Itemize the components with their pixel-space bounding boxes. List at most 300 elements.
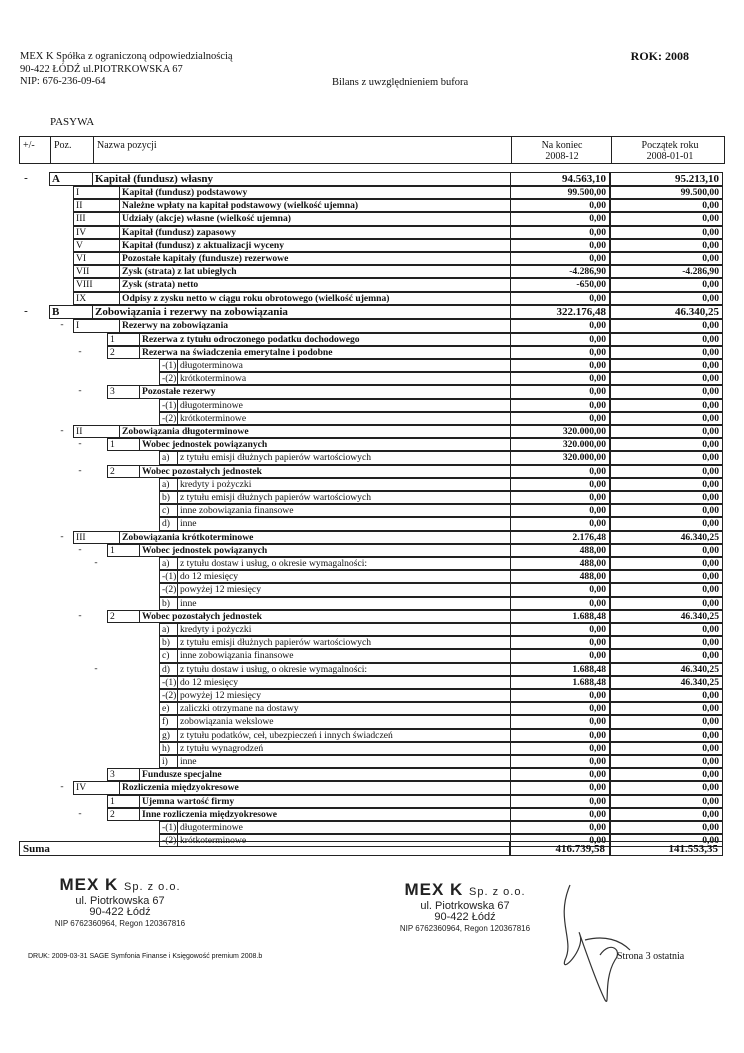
row-start-value: 0,00 (610, 808, 723, 821)
row-end-value: 0,00 (510, 359, 610, 372)
row-name: Fundusze specjalne (139, 768, 510, 781)
row-end-value: 0,00 (510, 292, 610, 305)
table-row (19, 583, 723, 596)
row-start-value: 0,00 (610, 319, 723, 332)
table-row (19, 517, 723, 530)
row-name: kredyty i pożyczki (177, 623, 510, 636)
row-name: Kapitał (fundusz) własny (92, 172, 510, 186)
row-end-value: 1.688,48 (510, 610, 610, 623)
row-name: kredyty i pożyczki (177, 478, 510, 491)
row-sign (89, 636, 103, 649)
row-start-value: 0,00 (610, 583, 723, 596)
table-row (19, 795, 723, 808)
row-name: Zobowiązania krótkoterminowe (119, 531, 510, 544)
table-row (19, 346, 723, 359)
row-name: Ujemna wartość firmy (139, 795, 510, 808)
row-sign (73, 795, 87, 808)
row-position: 2 (107, 610, 139, 623)
row-start-value: 0,00 (610, 491, 723, 504)
row-start-value: 0,00 (610, 729, 723, 742)
row-name: krótkoterminowa (177, 372, 510, 385)
row-start-value: 0,00 (610, 742, 723, 755)
row-end-value: 0,00 (510, 399, 610, 412)
row-name: inne (177, 517, 510, 530)
row-position: i) (159, 755, 177, 768)
row-sign (89, 689, 103, 702)
row-position: a) (159, 623, 177, 636)
header-poz: Poz. (54, 140, 72, 151)
table-row (19, 491, 723, 504)
row-name: długoterminowe (177, 821, 510, 834)
row-sign (89, 478, 103, 491)
table-row (19, 597, 723, 610)
table-row (19, 768, 723, 781)
row-position: I (73, 186, 119, 199)
row-position: A (49, 172, 92, 186)
header-start-date: 2008-01-01 (646, 151, 694, 162)
row-sign: - (78, 345, 82, 357)
row-sign (55, 292, 69, 305)
row-sign (55, 226, 69, 239)
row-start-value: 0,00 (610, 451, 723, 464)
row-start-value: 0,00 (610, 544, 723, 557)
row-sign (89, 715, 103, 728)
table-row (19, 438, 723, 451)
row-name: Rezerwa na świadczenia emerytalne i podobne (139, 346, 510, 359)
row-end-value: 488,00 (510, 570, 610, 583)
row-position: c) (159, 504, 177, 517)
table-row (19, 742, 723, 755)
row-position: b) (159, 491, 177, 504)
row-name: Odpisy z zysku netto w ciągu roku obrotowego (wielkość ujemna) (119, 292, 510, 305)
row-end-value: 0,00 (510, 742, 610, 755)
row-start-value: 95.213,10 (610, 172, 723, 186)
row-start-value: 0,00 (610, 702, 723, 715)
row-end-value: 0,00 (510, 226, 610, 239)
row-name: inne zobowiązania finansowe (177, 504, 510, 517)
stamp-city: 90-422 Łódź (434, 911, 496, 923)
table-row (19, 252, 723, 265)
table-row (19, 781, 723, 794)
row-end-value: 0,00 (510, 372, 610, 385)
header-name: Nazwa pozycji (97, 140, 157, 151)
report-title: Bilans z uwzględnieniem bufora (332, 77, 469, 88)
row-start-value: 0,00 (610, 795, 723, 808)
row-name: Udziały (akcje) własne (wielkość ujemna) (119, 212, 510, 225)
stamp-street: ul. Piotrkowska 67 (420, 900, 510, 912)
row-start-value: 0,00 (610, 425, 723, 438)
table-row (19, 755, 723, 768)
row-start-value: 0,00 (610, 597, 723, 610)
row-sign (55, 239, 69, 252)
row-end-value: 322.176,48 (510, 305, 610, 319)
row-start-value: 46.340,25 (610, 610, 723, 623)
row-position: VIII (73, 278, 119, 291)
row-start-value: 46.340,25 (610, 676, 723, 689)
table-row (19, 729, 723, 742)
row-name: do 12 miesięcy (177, 676, 510, 689)
row-name: z tytułu emisji dłużnych papierów wartościowych (177, 451, 510, 464)
table-row (19, 663, 723, 676)
row-position: -(1) (159, 359, 177, 372)
row-position: -(2) (159, 372, 177, 385)
table-row (19, 610, 723, 623)
row-start-value: 0,00 (610, 570, 723, 583)
table-row (19, 636, 723, 649)
table-row (19, 676, 723, 689)
row-end-value: 0,00 (510, 755, 610, 768)
row-name: Kapitał (fundusz) podstawowy (119, 186, 510, 199)
row-end-value: 0,00 (510, 412, 610, 425)
row-position: 3 (107, 768, 139, 781)
total-label: Suma (19, 841, 510, 856)
row-end-value: 99.500,00 (510, 186, 610, 199)
row-sign (55, 265, 69, 278)
table-row (19, 478, 723, 491)
row-name: Pozostałe rezerwy (139, 385, 510, 398)
row-end-value: 0,00 (510, 346, 610, 359)
row-name: Rezerwy na zobowiązania (119, 319, 510, 332)
table-row (19, 504, 723, 517)
total-end: 416.739,58 (510, 841, 610, 856)
row-name: Wobec pozostałych jednostek (139, 465, 510, 478)
row-position: -(2) (159, 412, 177, 425)
row-end-value: 0,00 (510, 768, 610, 781)
total-row (19, 841, 723, 856)
row-position: d) (159, 663, 177, 676)
stamp-name: MEX K Sp. z o.o. (404, 880, 526, 899)
row-name: Rezerwa z tytułu odroczonego podatku dochodowego (139, 333, 510, 346)
row-name: Inne rozliczenia międzyokresowe (139, 808, 510, 821)
row-sign: - (60, 319, 64, 331)
row-sign (89, 742, 103, 755)
row-sign (89, 451, 103, 464)
table-row (19, 186, 723, 199)
row-start-value: 0,00 (610, 385, 723, 398)
row-name: Należne wpłaty na kapitał podstawowy (wielkość ujemna) (119, 199, 510, 212)
row-name: Zysk (strata) netto (119, 278, 510, 291)
row-sign (89, 623, 103, 636)
row-position: a) (159, 557, 177, 570)
row-name: z tytułu emisji dłużnych papierów wartościowych (177, 636, 510, 649)
row-position: 3 (107, 385, 139, 398)
row-sign: - (78, 609, 82, 621)
table-header (19, 136, 725, 164)
row-position: -(1) (159, 570, 177, 583)
row-name: z tytułu emisji dłużnych papierów wartościowych (177, 491, 510, 504)
row-position: 2 (107, 465, 139, 478)
row-position: III (73, 212, 119, 225)
row-sign (55, 199, 69, 212)
table-row (19, 199, 723, 212)
year-label: ROK: 2008 (630, 49, 689, 63)
row-sign: - (78, 464, 82, 476)
print-footer: DRUK: 2009-03-31 SAGE Symfonia Finanse i Księgowość premium 2008.b (28, 953, 263, 960)
row-sign (89, 729, 103, 742)
row-start-value: 46.340,25 (610, 663, 723, 676)
table-row (19, 821, 723, 834)
row-name: zaliczki otrzymane na dostawy (177, 702, 510, 715)
table-row (19, 465, 723, 478)
row-name: Wobec pozostałych jednostek (139, 610, 510, 623)
row-position: II (73, 425, 119, 438)
row-end-value: -4.286,90 (510, 265, 610, 278)
section-title: PASYWA (50, 116, 95, 128)
row-end-value: 0,00 (510, 504, 610, 517)
row-end-value: 320.000,00 (510, 451, 610, 464)
row-end-value: 0,00 (510, 333, 610, 346)
table-row (19, 544, 723, 557)
row-start-value: 0,00 (610, 781, 723, 794)
row-start-value: 0,00 (610, 465, 723, 478)
row-start-value: 0,00 (610, 517, 723, 530)
row-start-value: 0,00 (610, 438, 723, 451)
row-end-value: -650,00 (510, 278, 610, 291)
row-end-value: 94.563,10 (510, 172, 610, 186)
row-sign: - (78, 385, 82, 397)
table-row (19, 451, 723, 464)
row-end-value: 0,00 (510, 385, 610, 398)
table-row (19, 305, 723, 319)
table-row (19, 570, 723, 583)
row-end-value: 488,00 (510, 544, 610, 557)
page-number: Strona 3 ostatnia (617, 951, 685, 962)
row-sign (73, 768, 87, 781)
row-position: a) (159, 451, 177, 464)
table-row (19, 265, 723, 278)
row-sign (89, 676, 103, 689)
row-name: Zobowiązania długoterminowe (119, 425, 510, 438)
table-row (19, 385, 723, 398)
row-start-value: 0,00 (610, 689, 723, 702)
row-end-value: 0,00 (510, 834, 610, 847)
row-name: z tytułu dostaw i usług, o okresie wymagalności: (177, 663, 510, 676)
row-end-value: 0,00 (510, 491, 610, 504)
row-name: Wobec jednostek powiązanych (139, 544, 510, 557)
row-end-value: 0,00 (510, 465, 610, 478)
row-sign (89, 821, 103, 834)
row-name: z tytułu podatków, ceł, ubezpieczeń i innych świadczeń (177, 729, 510, 742)
row-start-value: 99.500,00 (610, 186, 723, 199)
row-position: I (73, 319, 119, 332)
row-position: B (49, 305, 92, 319)
row-sign (89, 649, 103, 662)
row-start-value: 0,00 (610, 649, 723, 662)
row-sign (89, 702, 103, 715)
row-start-value: 0,00 (610, 226, 723, 239)
row-end-value: 0,00 (510, 199, 610, 212)
row-position: II (73, 199, 119, 212)
table-row (19, 649, 723, 662)
row-start-value: 0,00 (610, 755, 723, 768)
row-position: 2 (107, 808, 139, 821)
row-position: -(2) (159, 583, 177, 596)
row-sign (89, 583, 103, 596)
row-sign (55, 252, 69, 265)
signature (545, 880, 640, 1010)
row-position: c) (159, 649, 177, 662)
table-row (19, 319, 723, 332)
row-start-value: -4.286,90 (610, 265, 723, 278)
row-position: e) (159, 702, 177, 715)
row-name: krótkoterminowe (177, 412, 510, 425)
row-start-value: 0,00 (610, 333, 723, 346)
stamp-ids: NIP 6762360964, Regon 120367816 (399, 924, 531, 933)
row-position: a) (159, 478, 177, 491)
row-name: zobowiązania wekslowe (177, 715, 510, 728)
table-row (19, 425, 723, 438)
header-start-label: Początek roku (641, 140, 699, 151)
row-start-value: 0,00 (610, 412, 723, 425)
row-sign (73, 333, 87, 346)
row-sign: - (60, 425, 64, 436)
row-end-value: 0,00 (510, 239, 610, 252)
row-position: -(1) (159, 821, 177, 834)
row-end-value: 0,00 (510, 649, 610, 662)
row-sign (89, 517, 103, 530)
row-start-value: 0,00 (610, 212, 723, 225)
row-end-value: 0,00 (510, 702, 610, 715)
row-position: -(1) (159, 399, 177, 412)
row-start-value: 0,00 (610, 292, 723, 305)
row-position: IV (73, 226, 119, 239)
row-position: 2 (107, 346, 139, 359)
row-start-value: 0,00 (610, 821, 723, 834)
row-sign (89, 491, 103, 504)
row-position: 1 (107, 333, 139, 346)
row-end-value: 0,00 (510, 583, 610, 596)
table-row (19, 702, 723, 715)
row-sign: - (24, 172, 28, 184)
row-start-value: 0,00 (610, 252, 723, 265)
row-sign (89, 597, 103, 610)
row-start-value: 0,00 (610, 346, 723, 359)
row-end-value: 0,00 (510, 212, 610, 225)
row-position: 1 (107, 795, 139, 808)
row-name: powyżej 12 miesięcy (177, 583, 510, 596)
row-end-value: 2.176,48 (510, 531, 610, 544)
row-start-value: 0,00 (610, 834, 723, 847)
row-start-value: 0,00 (610, 636, 723, 649)
stamp-name: MEX K Sp. z o.o. (59, 875, 181, 894)
row-name: długoterminowe (177, 399, 510, 412)
row-end-value: 0,00 (510, 689, 610, 702)
row-name: z tytułu dostaw i usług, o okresie wymagalności: (177, 557, 510, 570)
row-end-value: 0,00 (510, 623, 610, 636)
row-position: b) (159, 597, 177, 610)
row-start-value: 0,00 (610, 239, 723, 252)
company-info (20, 51, 233, 89)
row-position: V (73, 239, 119, 252)
row-end-value: 488,00 (510, 557, 610, 570)
row-start-value: 0,00 (610, 372, 723, 385)
header-start (630, 140, 710, 162)
row-position: -(2) (159, 689, 177, 702)
row-start-value: 0,00 (610, 557, 723, 570)
table-row (19, 226, 723, 239)
row-end-value: 0,00 (510, 319, 610, 332)
row-position: 1 (107, 544, 139, 557)
stamp-city: 90-422 Łódź (89, 906, 151, 918)
row-sign: - (94, 557, 98, 568)
table-row (19, 359, 723, 372)
row-end-value: 0,00 (510, 478, 610, 491)
company-nip: NIP: 676-236-09-64 (20, 76, 106, 87)
table-row (19, 412, 723, 425)
row-name: inne (177, 755, 510, 768)
header-end-label: Na koniec (541, 140, 583, 151)
row-name: z tytułu wynagrodzeń (177, 742, 510, 755)
total-start: 141.553,35 (610, 841, 723, 856)
row-end-value: 0,00 (510, 517, 610, 530)
row-sign: - (94, 662, 98, 674)
row-position: f) (159, 715, 177, 728)
table-row (19, 278, 723, 291)
row-sign (89, 755, 103, 768)
row-end-value: 0,00 (510, 729, 610, 742)
row-sign (89, 372, 103, 385)
row-position: IX (73, 292, 119, 305)
row-sign (89, 570, 103, 583)
row-end-value: 0,00 (510, 795, 610, 808)
company-address: 90-422 ŁÓDŹ ul.PIOTRKOWSKA 67 (20, 63, 183, 75)
table-row (19, 292, 723, 305)
header-end (522, 140, 602, 162)
row-sign: - (78, 543, 82, 555)
table-row (19, 172, 723, 186)
row-position: d) (159, 517, 177, 530)
row-name: Wobec jednostek powiązanych (139, 438, 510, 451)
row-end-value: 1.688,48 (510, 663, 610, 676)
row-name: Rozliczenia międzyokresowe (119, 781, 510, 794)
row-sign: - (78, 807, 82, 819)
row-sign (55, 186, 69, 199)
table-row (19, 239, 723, 252)
row-end-value: 320.000,00 (510, 438, 610, 451)
row-name: inne (177, 597, 510, 610)
row-name: inne zobowiązania finansowe (177, 649, 510, 662)
table-row (19, 557, 723, 570)
row-end-value: 0,00 (510, 252, 610, 265)
row-sign (89, 359, 103, 372)
row-name: do 12 miesięcy (177, 570, 510, 583)
table-row (19, 808, 723, 821)
row-sign: - (60, 781, 64, 793)
row-name: krótkoterminowe (177, 834, 510, 847)
row-sign (89, 504, 103, 517)
row-name: Pozostałe kapitały (fundusze) rezerwowe (119, 252, 510, 265)
table-row (19, 212, 723, 225)
row-end-value: 320.000,00 (510, 425, 610, 438)
row-position: -(2) (159, 834, 177, 847)
row-name: Zysk (strata) z lat ubiegłych (119, 265, 510, 278)
row-name: powyżej 12 miesięcy (177, 689, 510, 702)
company-stamp-left (50, 876, 190, 929)
header-end-date: 2008-12 (545, 151, 579, 162)
row-end-value: 0,00 (510, 715, 610, 728)
row-start-value: 0,00 (610, 278, 723, 291)
row-position: b) (159, 636, 177, 649)
table-row (19, 623, 723, 636)
company-stamp-right (390, 881, 540, 934)
stamp-ids: NIP 6762360964, Regon 120367816 (54, 919, 186, 928)
header-sign: +/- (23, 140, 35, 151)
row-name: Zobowiązania i rezerwy na zobowiązania (92, 305, 510, 319)
row-start-value: 46.340,25 (610, 305, 723, 319)
table-row (19, 531, 723, 544)
company-name: MEX K Spółka z ograniczoną odpowiedzialnością (20, 51, 233, 62)
table-row (19, 399, 723, 412)
